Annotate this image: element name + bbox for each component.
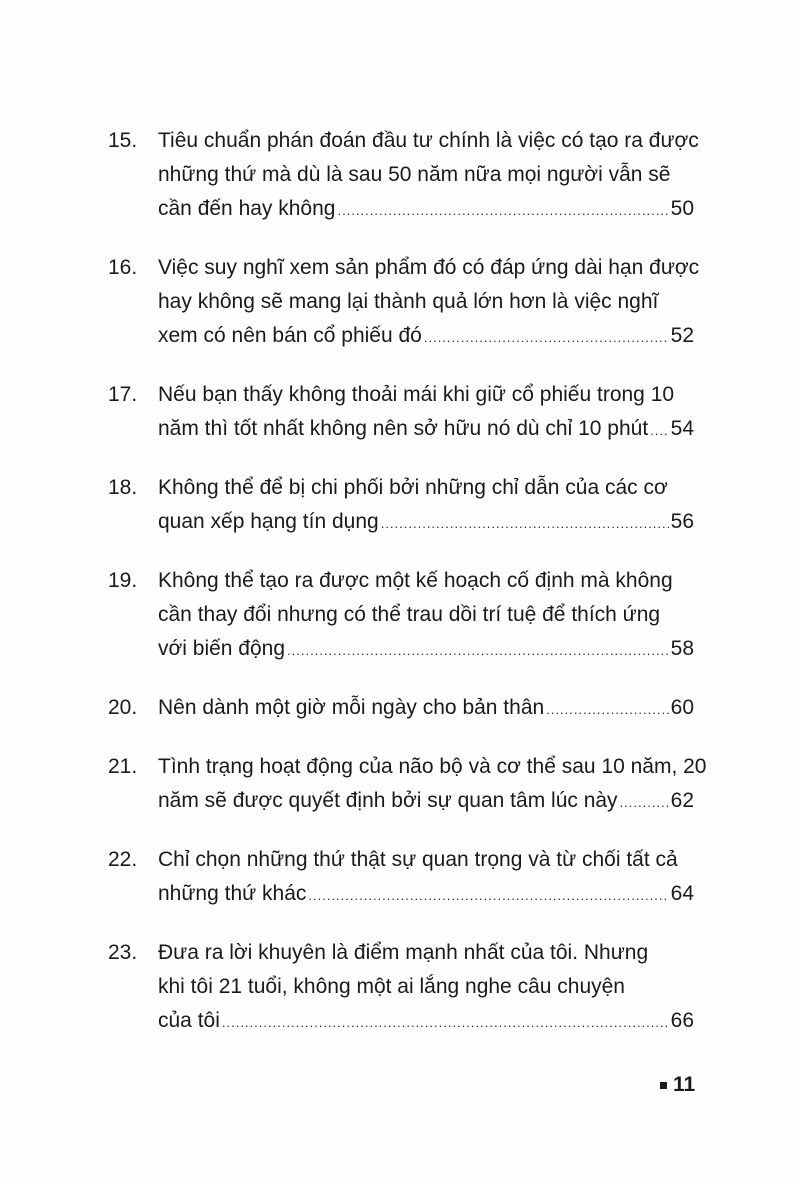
entry-last-line	[158, 505, 694, 541]
entry-last-line	[158, 691, 694, 727]
entry-text-line: Tiêu chuẩn phán đoán đầu tư chính là việc có tạo ra được	[158, 129, 699, 152]
entry-page-number: 50	[670, 197, 694, 220]
entry-page-number: 54	[670, 417, 694, 440]
dot-leader	[337, 194, 668, 228]
entry-number: 23.	[108, 941, 138, 964]
dot-leader	[620, 786, 669, 820]
entry-text-line: quan xếp hạng tín dụng	[158, 510, 379, 533]
entry-text-line: Không thể để bị chi phối bởi những chỉ dẫn của các cơ	[158, 476, 668, 499]
entry-text-line: năm sẽ được quyết định bởi sự quan tâm lúc này	[158, 789, 618, 812]
entry-last-line	[158, 877, 694, 913]
entry-text-line: những thứ mà dù là sau 50 năm nữa mọi người vẫn sẽ	[158, 163, 671, 186]
entry-text-line: năm thì tốt nhất không nên sở hữu nó dù chỉ 10 phút	[158, 417, 649, 440]
page-folio	[660, 1070, 695, 1100]
entry-text-line: những thứ khác	[158, 882, 307, 905]
dot-leader	[650, 414, 668, 448]
entry-page-number: 64	[670, 882, 694, 905]
entry-page-number: 52	[670, 324, 694, 347]
toc-entry	[108, 750, 707, 820]
entry-number: 17.	[108, 383, 138, 406]
entry-text-line: Việc suy nghĩ xem sản phẩm đó có đáp ứng dài hạn được	[158, 256, 700, 279]
toc-entry	[108, 843, 694, 913]
entry-page-number: 62	[670, 789, 694, 812]
entry-text-line: Nên dành một giờ mỗi ngày cho bản thân	[158, 696, 545, 719]
folio-number: 11	[673, 1073, 696, 1096]
entry-text-line: với biến động	[158, 637, 286, 660]
dot-leader	[287, 634, 669, 668]
dot-leader	[546, 693, 668, 727]
entry-page-number: 66	[670, 1009, 694, 1032]
toc-entry	[108, 564, 694, 668]
entry-text-line: xem có nên bán cổ phiếu đó	[158, 324, 422, 347]
entry-number: 21.	[108, 755, 138, 778]
entry-last-line	[158, 192, 694, 228]
table-of-contents	[108, 124, 707, 1063]
entry-last-line	[158, 784, 694, 820]
entry-text-line: hay không sẽ mang lại thành quả lớn hơn là việc nghĩ	[158, 290, 659, 313]
entry-text-line: cần thay đổi nhưng có thể trau dồi trí tuệ để thích ứng	[158, 603, 661, 626]
entry-text-line: khi tôi 21 tuổi, không một ai lắng nghe câu chuyện	[158, 975, 625, 998]
toc-entry	[108, 936, 694, 1040]
toc-entry	[108, 471, 694, 541]
entry-text-line: Chỉ chọn những thứ thật sự quan trọng và từ chối tất cả	[158, 848, 678, 871]
entry-number: 16.	[108, 256, 138, 279]
entry-text-line: cần đến hay không	[158, 197, 336, 220]
entry-text-line: Không thể tạo ra được một kế hoạch cố định mà không	[158, 569, 673, 592]
toc-entry	[108, 251, 700, 355]
entry-number: 15.	[108, 129, 138, 152]
toc-entry	[108, 691, 694, 727]
entry-last-line	[158, 319, 694, 355]
entry-last-line	[158, 1004, 694, 1040]
entry-last-line	[158, 632, 694, 668]
square-bullet-icon	[660, 1082, 667, 1089]
dot-leader	[308, 879, 668, 913]
entry-text-line: Nếu bạn thấy không thoải mái khi giữ cổ phiếu trong 10	[158, 383, 675, 406]
entry-last-line	[158, 412, 694, 448]
dot-leader	[424, 321, 669, 355]
entry-number: 18.	[108, 476, 138, 499]
entry-number: 22.	[108, 848, 138, 871]
entry-text-line: Đưa ra lời khuyên là điểm mạnh nhất của tôi. Nhưng	[158, 941, 649, 964]
toc-entry	[108, 378, 694, 448]
entry-page-number: 60	[670, 696, 694, 719]
entry-page-number: 56	[670, 510, 694, 533]
entry-number: 20.	[108, 696, 138, 719]
entry-page-number: 58	[670, 637, 694, 660]
entry-number: 19.	[108, 569, 138, 592]
dot-leader	[381, 507, 669, 541]
entry-text-line: của tôi	[158, 1009, 220, 1032]
entry-text-line: Tình trạng hoạt động của não bộ và cơ thể sau 10 năm, 20	[158, 755, 707, 778]
dot-leader	[222, 1006, 669, 1040]
toc-entry	[108, 124, 699, 228]
